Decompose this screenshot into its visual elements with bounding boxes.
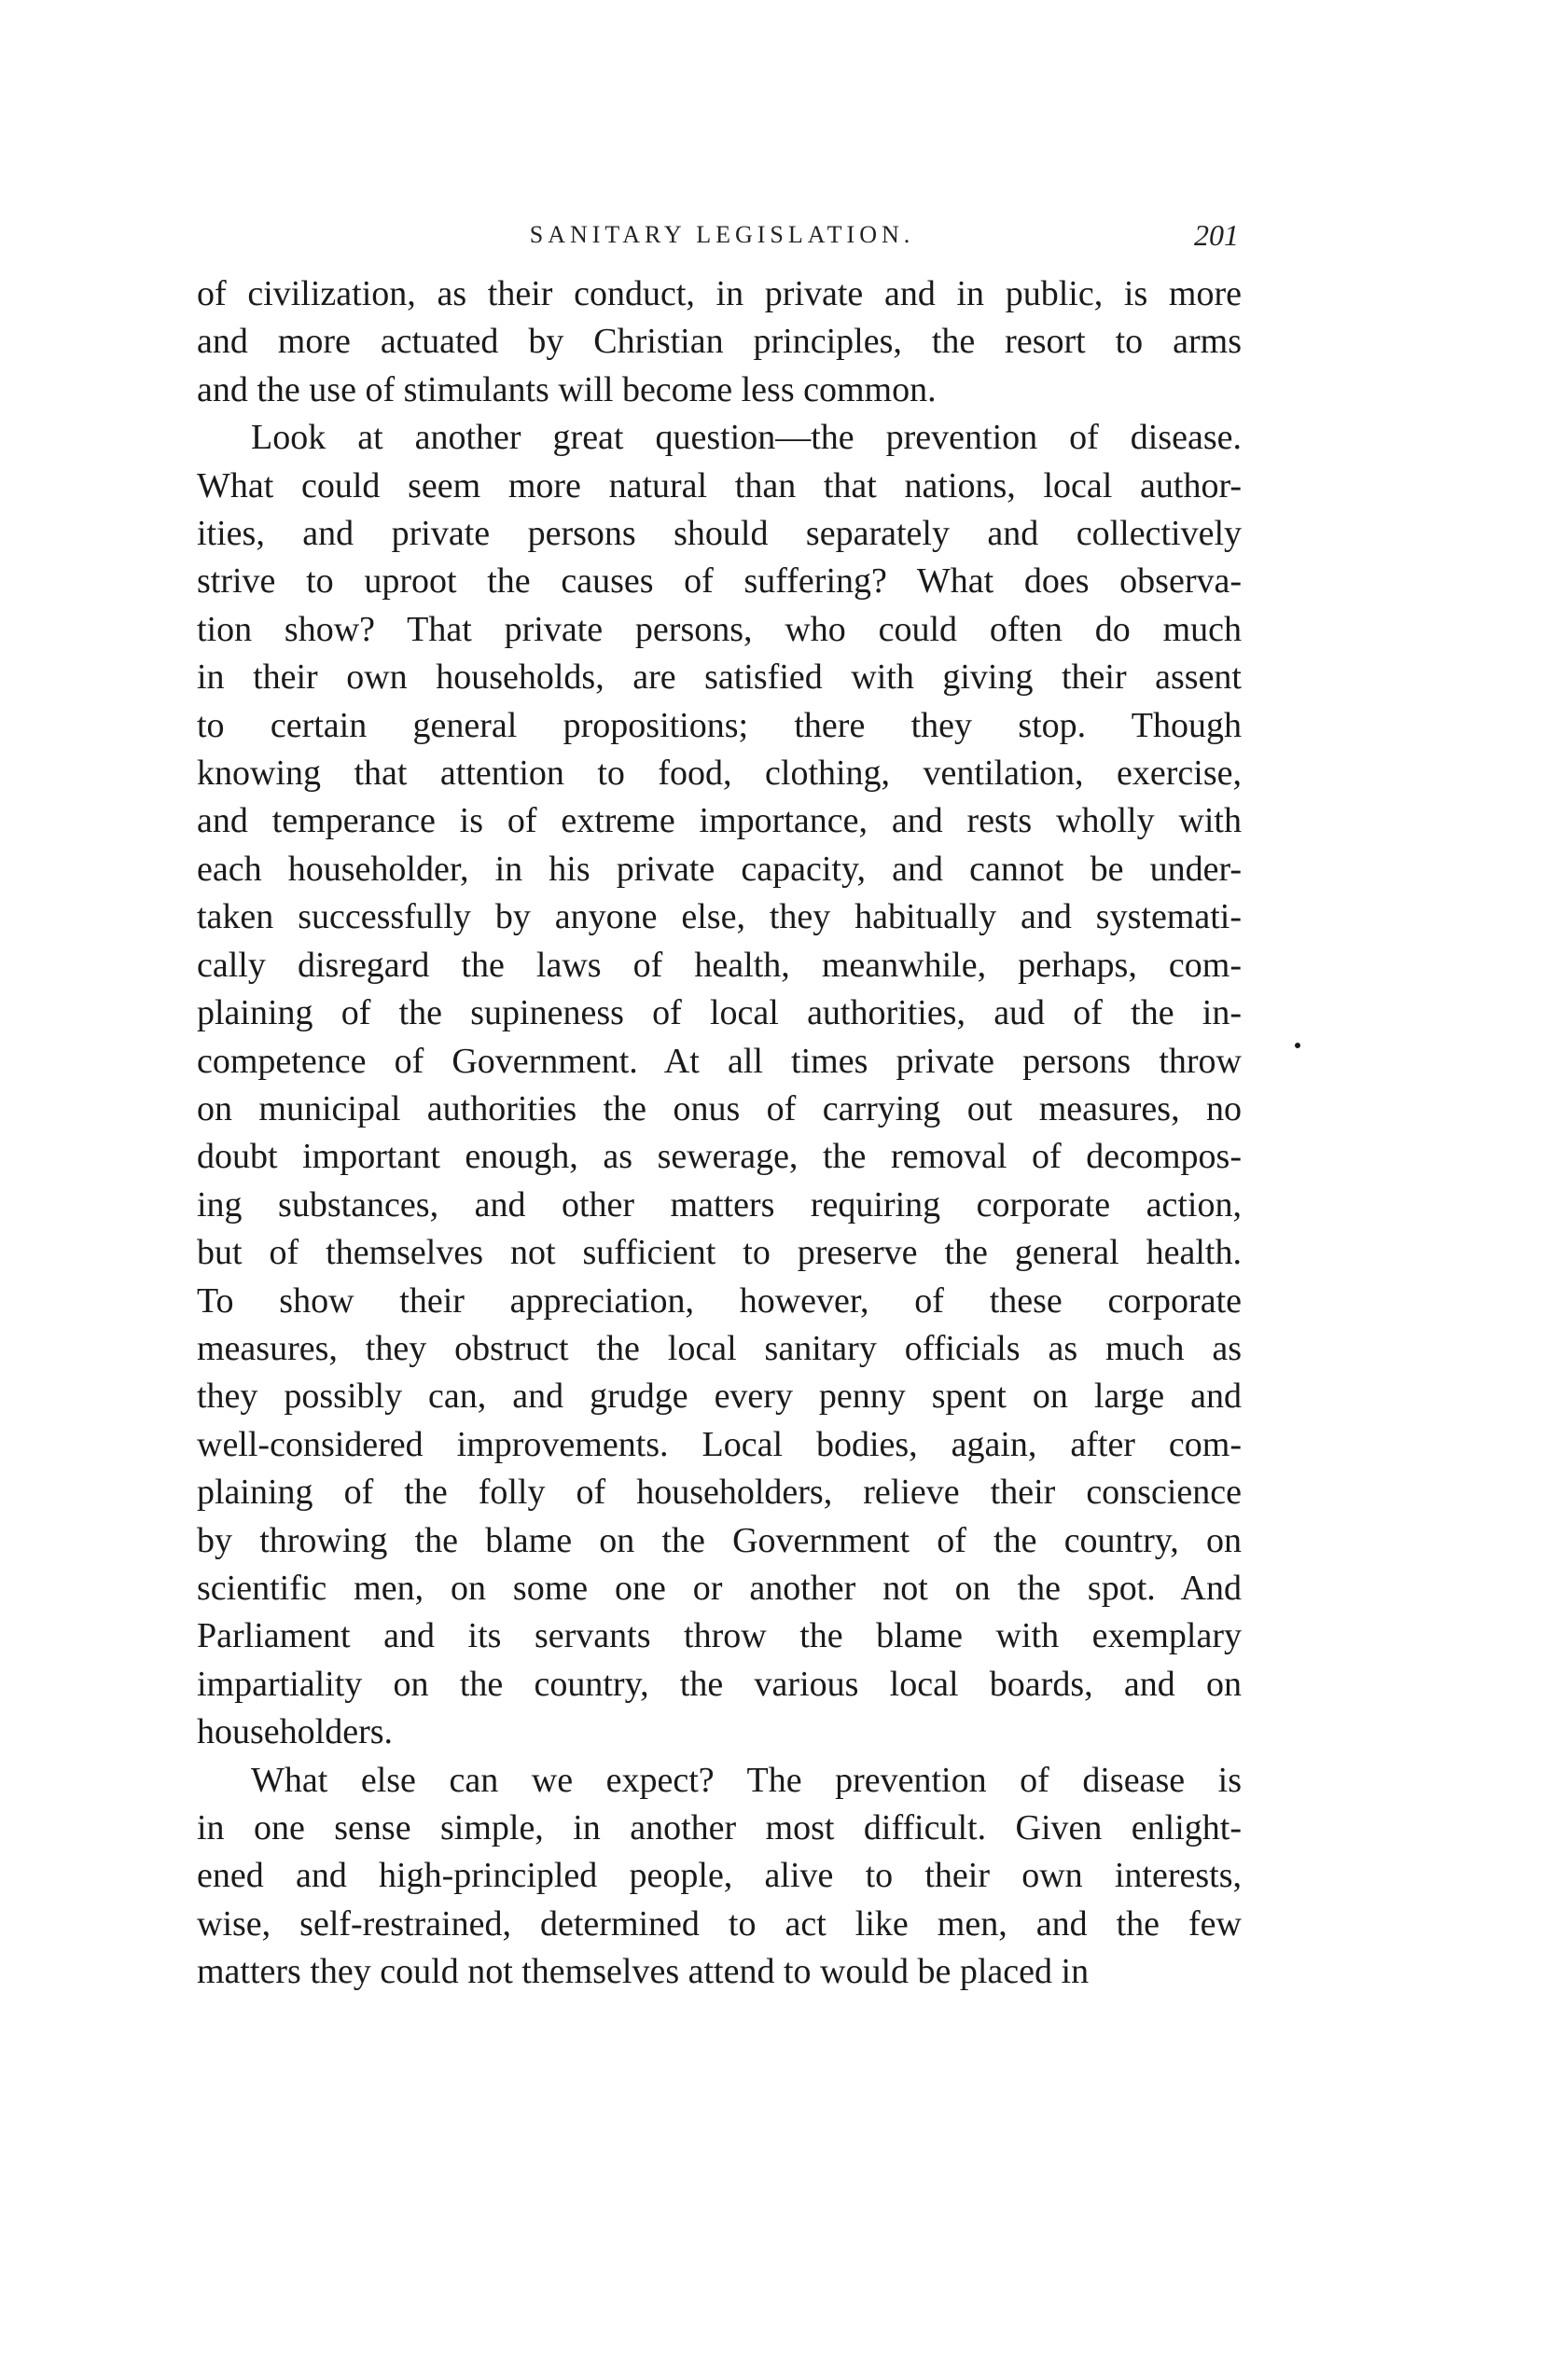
text-line: ened and high-principled people, alive to their own interests,	[197, 1856, 1242, 1896]
text-line: and more actuated by Christian principles, the resort to arms	[197, 322, 1242, 362]
text-line: ing substances, and other matters requiring corporate action,	[197, 1184, 1242, 1225]
text-line: ities, and private persons should separately and collectively	[197, 514, 1242, 554]
text-line: plaining of the supineness of local authorities, aud of the in-	[197, 993, 1242, 1033]
paragraph	[197, 270, 1242, 414]
text-line: competence of Government. At all times private persons throw	[197, 1041, 1242, 1081]
body-text	[197, 270, 1242, 1997]
text-line: householders.	[197, 1712, 394, 1752]
text-line: To show their appreciation, however, of these corporate	[197, 1280, 1242, 1321]
text-line: but of themselves not sufficient to preserve the general health.	[197, 1233, 1242, 1273]
text-line: Look at another great question—the prevention of disease.	[251, 418, 1242, 458]
page-number: 201	[1194, 218, 1239, 252]
text-line: taken successfully by anyone else, they habitually and systemati-	[197, 897, 1242, 937]
text-line: to certain general propositions; there they stop. Though	[197, 705, 1242, 745]
text-line: by throwing the blame on the Government of the country, on	[197, 1520, 1242, 1560]
text-line: and temperance is of extreme importance, and rests wholly with	[197, 801, 1242, 841]
text-line: and the use of stimulants will become less common.	[197, 369, 937, 409]
paragraph	[197, 414, 1242, 1756]
text-line: of civilization, as their conduct, in private and in public, is more	[197, 274, 1242, 313]
text-line: each householder, in his private capacity, and cannot be under-	[197, 849, 1242, 889]
text-line: Parliament and its servants throw the blame with exemplary	[197, 1616, 1242, 1656]
text-line: measures, they obstruct the local sanitary officials as much as	[197, 1328, 1242, 1368]
text-line: scientific men, on some one or another not on the spot. And	[197, 1568, 1242, 1608]
paragraph	[197, 1757, 1242, 1997]
text-line: tion show? That private persons, who could often do much	[197, 609, 1242, 649]
text-line: on municipal authorities the onus of carrying out measures, no	[197, 1088, 1242, 1128]
text-line: impartiality on the country, the various local boards, and on	[197, 1664, 1242, 1704]
text-line: plaining of the folly of householders, relieve their conscience	[197, 1473, 1242, 1513]
text-line: strive to uproot the causes of suffering? What does observa-	[197, 561, 1242, 602]
ink-speck	[1295, 1043, 1300, 1048]
text-line: in one sense simple, in another most difficult. Given enlight-	[197, 1808, 1242, 1847]
text-line: cally disregard the laws of health, meanwhile, perhaps, com-	[197, 945, 1242, 985]
text-line: wise, self-restrained, determined to act like men, and the few	[197, 1903, 1242, 1944]
text-line: they possibly can, and grudge every penny spent on large and	[197, 1377, 1242, 1417]
text-line: What else can we expect? The prevention of disease is	[251, 1760, 1242, 1800]
text-line: What could seem more natural than that nations, local author-	[197, 465, 1242, 505]
text-line: well-considered improvements. Local bodies, again, after com-	[197, 1424, 1242, 1464]
running-head	[205, 216, 1239, 254]
text-line: knowing that attention to food, clothing, ventilation, exercise,	[197, 754, 1242, 794]
text-line: matters they could not themselves attend to would be placed in	[197, 1952, 1090, 1992]
text-line: in their own households, are satisfied with giving their assent	[197, 657, 1242, 698]
running-title: SANITARY LEGISLATION.	[529, 221, 915, 248]
text-line: doubt important enough, as sewerage, the removal of decompos-	[197, 1137, 1242, 1177]
